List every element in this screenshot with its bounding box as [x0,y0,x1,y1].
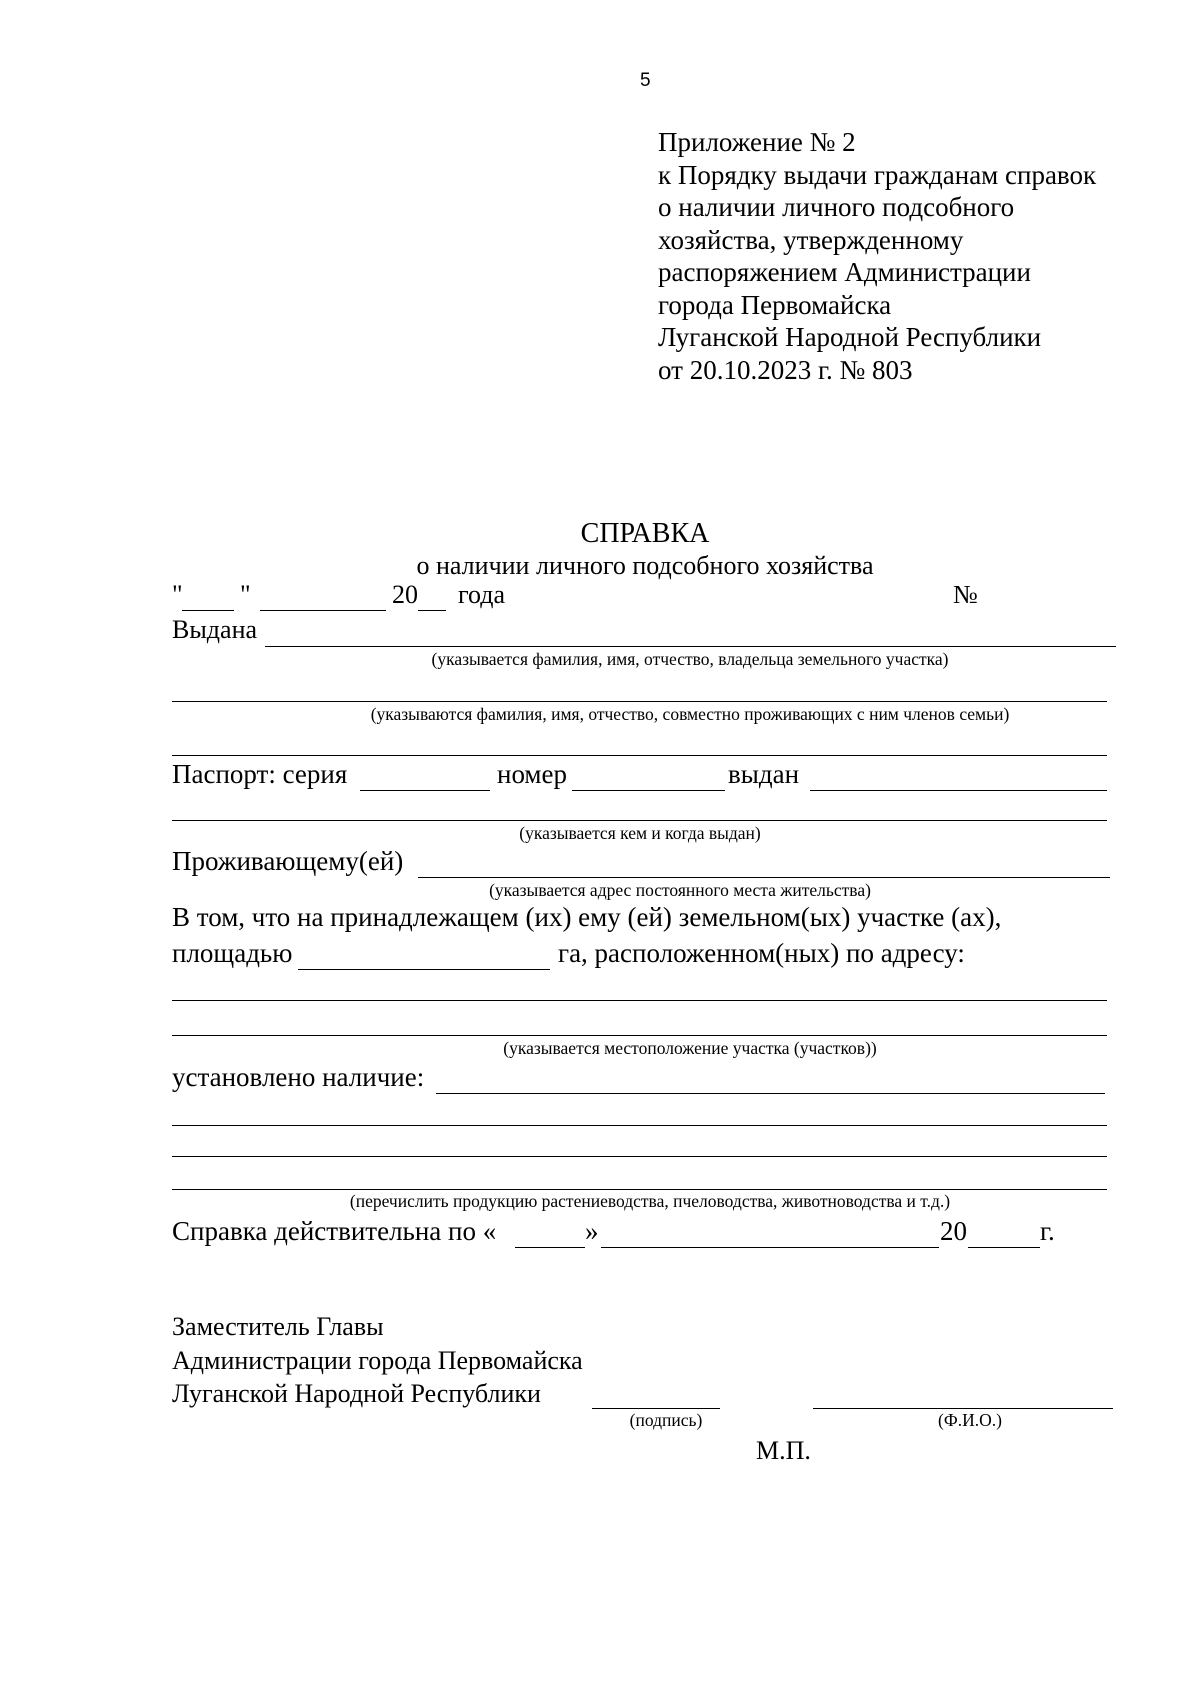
products-blank-2[interactable] [172,1156,1107,1157]
signature-hint: (подпись) [629,1410,703,1430]
document-title: СПРАВКА [580,518,710,549]
signer-title-line: Заместитель Главы [172,1312,384,1341]
valid-year-blank[interactable] [968,1247,1040,1248]
address-blank-2[interactable] [172,1035,1107,1036]
stamp-mark: М.П. [756,1436,811,1465]
valid-year-prefix: 20 [940,1216,967,1246]
signer-title-line: Луганской Народной Республики [172,1379,541,1408]
statement-line: В том, что на принадлежащем (их) ему (ей) земельном(ых) участке (ах), [172,902,1002,932]
appendix-line: от 20.10.2023 г. № 803 [658,354,913,385]
family-blank[interactable] [172,701,1107,702]
passport-hint: (указывается кем и когда выдан) [519,823,761,843]
date-year-prefix: 20 [392,580,418,609]
passport-issued-blank[interactable] [810,790,1107,791]
year-blank[interactable] [418,610,446,611]
passport-number-blank[interactable] [572,790,725,791]
area-blank[interactable] [298,969,550,970]
appendix-line: о наличии личного подсобного [658,192,1015,222]
established-label: установлено наличие: [172,1062,425,1092]
passport-issued-label: выдан [728,759,800,789]
appendix-line: хозяйства, утвержденному [658,224,964,255]
appendix-line: распоряжением Администрации [658,257,1031,287]
area-suffix: га, расположенном(ных) по адресу: [558,938,965,968]
passport-issuer-blank[interactable] [172,820,1107,821]
residing-hint: (указывается адрес постоянного места жительства) [489,880,871,900]
passport-series-label: Паспорт: серия [172,759,348,789]
products-hint: (перечислить продукцию растениеводства, пчеловодства, животноводства и т.д.) [349,1191,951,1211]
signer-title-line: Администрации города Первомайска [172,1346,583,1375]
name-hint: (Ф.И.О.) [938,1410,1002,1430]
products-blank-3[interactable] [172,1189,1107,1190]
appendix-note [658,126,1096,386]
residing-label: Проживающему(ей) [172,846,404,876]
number-label: № [953,580,978,609]
established-blank[interactable] [436,1093,1105,1094]
appendix-line: Луганской Народной Республики [658,322,1042,352]
passport-series-blank[interactable] [360,790,490,791]
family-hint: (указываются фамилия, имя, отчество, совместно проживающих с ним членов семьи) [370,704,1010,724]
passport-number-label: номер [497,759,568,789]
residing-blank[interactable] [418,877,1110,878]
page-number: 5 [640,70,651,91]
document-subtitle: о наличии личного подсобного хозяйства [416,551,874,580]
valid-quote-close: » [585,1216,599,1246]
location-hint: (указывается местоположение участка (участков)) [503,1038,877,1058]
valid-month-blank[interactable] [601,1247,939,1248]
issued-label: Выдана [172,615,258,644]
appendix-line: города Первомайска [658,289,892,320]
area-label: площадью [172,938,293,968]
family-blank-2[interactable] [172,755,1107,756]
address-blank[interactable] [172,1000,1107,1001]
month-blank[interactable] [260,610,386,611]
day-blank[interactable] [182,610,234,611]
date-quote-open: " [172,580,183,609]
date-quote-close: " [240,580,251,609]
appendix-line: Приложение № 2 [658,127,856,157]
issued-hint: (указывается фамилия, имя, отчество, владельца земельного участка) [431,649,949,669]
valid-suffix: г. [1040,1216,1055,1246]
name-blank[interactable] [813,1408,1113,1409]
valid-label: Справка действительна по « [172,1216,497,1246]
appendix-line: к Порядку выдачи гражданам справок [658,159,1097,190]
signature-blank[interactable] [592,1408,720,1409]
date-suffix: года [458,580,506,609]
issued-blank[interactable] [265,646,1116,647]
valid-day-blank[interactable] [515,1247,585,1248]
products-blank-1[interactable] [172,1125,1107,1126]
